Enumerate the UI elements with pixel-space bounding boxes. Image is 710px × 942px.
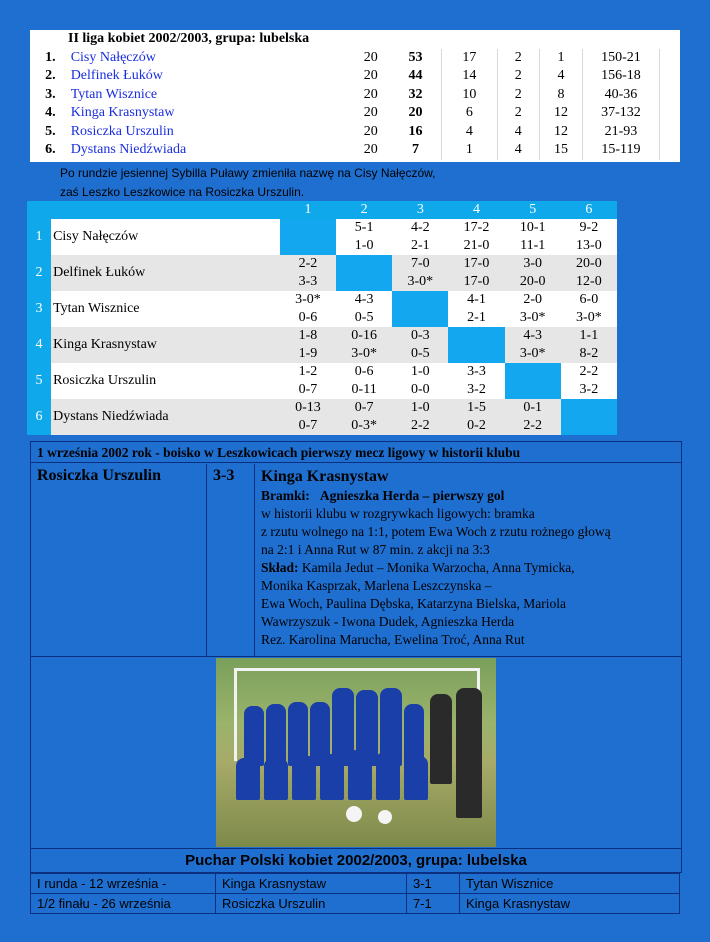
matrix-result — [505, 291, 561, 327]
goals-description — [261, 505, 681, 559]
matrix-diagonal — [448, 327, 504, 363]
match-home-team: Rosiczka Urszulin — [31, 464, 207, 656]
standings-row — [30, 123, 680, 142]
standings-spacer — [659, 123, 680, 142]
result-score: 0-13 — [295, 400, 321, 415]
squad-line-text: Monika Kasprzak, Marlena Leszczynska – — [261, 578, 492, 593]
matrix-row — [27, 399, 617, 435]
cup-title: Puchar Polski kobiet 2002/2003, grupa: lubelska — [31, 848, 681, 873]
result-score: 2-1 — [410, 238, 430, 253]
matrix-team-name: Dystans Niedźwiada — [51, 399, 280, 435]
photo-row — [31, 656, 681, 849]
standings-rank: 6. — [45, 142, 56, 158]
standings-points: 32 — [408, 86, 423, 102]
standings-row — [30, 67, 680, 86]
league-standings — [30, 30, 680, 162]
result-score: 0-5 — [354, 310, 374, 325]
squad-description — [261, 577, 681, 649]
matrix-team-name: Cisy Nałęczów — [51, 219, 280, 255]
matrix-result — [336, 291, 392, 327]
match-details — [255, 464, 681, 656]
squad-line-text: Rez. Karolina Marucha, Ewelina Troć, Anna Rut — [261, 632, 525, 647]
result-score: 5-1 — [354, 220, 374, 235]
result-score: 0-3 — [410, 328, 430, 343]
matrix-diagonal — [280, 219, 336, 255]
matrix-diagonal — [561, 399, 617, 435]
result-score: 1-0 — [410, 364, 430, 379]
standings-points: 53 — [408, 49, 423, 65]
goals-first-scorer: Agnieszka Herda – pierwszy gol — [319, 488, 505, 503]
cup-home-team: Rosiczka Urszulin — [216, 894, 407, 914]
standings-draws: 4 — [497, 141, 539, 160]
result-score: 3-2 — [579, 382, 599, 397]
result-score: 0-6 — [298, 310, 318, 325]
matrix-row-index: 5 — [27, 363, 51, 399]
squad-label: Skład: — [261, 560, 299, 575]
standings-row — [30, 49, 680, 68]
matrix-result — [280, 255, 336, 291]
matrix-result — [448, 219, 504, 255]
matrix-col-header: 3 — [392, 201, 448, 219]
matrix-result — [448, 255, 504, 291]
matrix-team-name: Tytan Wisznice — [51, 291, 280, 327]
matrix-col-header: 5 — [505, 201, 561, 219]
result-score: 3-0* — [519, 346, 546, 361]
matrix-result — [280, 291, 336, 327]
standings-draws: 2 — [497, 67, 539, 86]
note-line: Po rundzie jesiennej Sybilla Puławy zmieniła nazwę na Cisy Nałęczów, — [60, 166, 436, 180]
result-score: 9-2 — [579, 220, 599, 235]
squad-line-text: Ewa Woch, Paulina Dębska, Katarzyna Bielska, Mariola — [261, 596, 566, 611]
standings-wins: 4 — [441, 123, 497, 142]
matrix-row — [27, 291, 617, 327]
standings-spacer — [659, 86, 680, 105]
standings-draws: 2 — [497, 49, 539, 68]
result-score: 13-0 — [576, 238, 602, 253]
result-score: 17-0 — [463, 256, 490, 271]
standings-wins: 6 — [441, 104, 497, 123]
result-score: 0-1 — [523, 400, 543, 415]
standings-team: Dystans Niedźwiada — [70, 142, 187, 158]
result-score: 4-1 — [467, 292, 486, 307]
matrix-row-index: 4 — [27, 327, 51, 363]
result-score: 1-0 — [354, 238, 374, 253]
result-score: 0-7 — [298, 418, 318, 433]
result-score: 1-8 — [298, 328, 318, 343]
matrix-result — [448, 399, 504, 435]
result-score: 0-5 — [410, 346, 430, 361]
matrix-result — [392, 363, 448, 399]
goals-line-text: z rzutu wolnego na 1:1, potem Ewa Woch z rzutu rożnego głową — [261, 524, 611, 539]
cup-away-team: Tytan Wisznice — [460, 874, 680, 894]
standings-spacer — [659, 104, 680, 123]
matrix-diagonal — [505, 363, 561, 399]
cup-score: 7-1 — [407, 894, 460, 914]
matrix-result — [336, 219, 392, 255]
standings-row — [30, 141, 680, 160]
result-score: 6-0 — [579, 292, 599, 307]
matrix-row — [27, 255, 617, 291]
result-score: 3-0* — [407, 274, 434, 289]
standings-team: Kinga Krasnystaw — [70, 105, 175, 121]
standings-draws: 4 — [497, 123, 539, 142]
matrix-result — [336, 327, 392, 363]
match-header: 1 września 2002 rok - boisko w Leszkowicach pierwszy mecz ligowy w historii klubu — [31, 442, 681, 463]
standings-rank: 5. — [45, 123, 56, 139]
match-score: 3-3 — [207, 464, 255, 656]
matrix-row — [27, 363, 617, 399]
result-score: 3-2 — [467, 382, 486, 397]
result-score: 2-2 — [298, 256, 318, 271]
matrix-result — [505, 327, 561, 363]
matrix-col-header: 6 — [561, 201, 617, 219]
standings-title: II liga kobiet 2002/2003, grupa: lubelska — [68, 31, 310, 47]
cup-home-team: Kinga Krasnystaw — [216, 874, 407, 894]
matrix-result — [505, 255, 561, 291]
matrix-col-header: 1 — [280, 201, 336, 219]
squad-line-text: Wawrzyszuk - Iwona Dudek, Agnieszka Herda — [261, 614, 515, 629]
matrix-col-header: 2 — [336, 201, 392, 219]
matrix-result — [280, 363, 336, 399]
standings-played: 20 — [363, 49, 378, 65]
standings-losses: 12 — [539, 123, 583, 142]
standings-goals: 37-132 — [583, 104, 659, 123]
matrix-result — [280, 399, 336, 435]
result-score: 4-3 — [523, 328, 543, 343]
matrix-result — [392, 219, 448, 255]
result-score: 11-1 — [520, 238, 546, 253]
standings-wins: 10 — [441, 86, 497, 105]
matrix-result — [392, 327, 448, 363]
result-score: 17-2 — [463, 220, 490, 235]
result-score: 0-11 — [351, 382, 377, 397]
result-score: 3-3 — [298, 274, 318, 289]
matrix-result — [505, 399, 561, 435]
squad-line — [261, 559, 681, 577]
matrix-team-name: Rosiczka Urszulin — [51, 363, 280, 399]
matrix-result — [561, 291, 617, 327]
result-score: 2-0 — [523, 292, 543, 307]
standings-row — [30, 104, 680, 123]
matrix-corner — [27, 201, 280, 219]
matrix-result — [505, 219, 561, 255]
cup-row — [31, 894, 680, 914]
standings-points: 16 — [408, 123, 423, 139]
matrix-result — [280, 327, 336, 363]
matrix-row — [27, 327, 617, 363]
matrix-result — [336, 399, 392, 435]
standings-row — [30, 86, 680, 105]
goals-line-text: w historii klubu w rozgrywkach ligowych: bramka — [261, 506, 535, 521]
matrix-col-header: 4 — [448, 201, 504, 219]
result-score: 4-3 — [354, 292, 374, 307]
goals-label: Bramki: — [261, 488, 310, 503]
standings-rank: 4. — [45, 105, 56, 121]
standings-losses: 12 — [539, 104, 583, 123]
standings-points: 20 — [408, 105, 423, 121]
matrix-result — [561, 255, 617, 291]
standings-played: 20 — [363, 86, 378, 102]
team-photo — [216, 658, 496, 847]
matrix-row — [27, 219, 617, 255]
standings-draws: 2 — [497, 86, 539, 105]
matrix-result — [448, 291, 504, 327]
result-score: 0-0 — [410, 382, 430, 397]
matrix-row-index: 3 — [27, 291, 51, 327]
goals-line — [261, 487, 681, 505]
standings-goals: 15-119 — [583, 141, 659, 160]
matrix-header-row — [27, 201, 617, 219]
standings-points: 7 — [412, 142, 419, 158]
standings-rank: 3. — [45, 86, 56, 102]
matrix-diagonal — [336, 255, 392, 291]
standings-spacer — [659, 67, 680, 86]
result-score: 0-3* — [351, 418, 377, 433]
result-score: 0-7 — [354, 400, 374, 415]
results-matrix — [27, 201, 617, 435]
standings-played: 20 — [363, 123, 378, 139]
result-score: 2-1 — [467, 310, 486, 325]
standings-goals: 150-21 — [583, 49, 659, 68]
result-score: 3-0* — [576, 310, 602, 325]
standings-played: 20 — [363, 68, 378, 84]
result-score: 0-16 — [351, 328, 377, 343]
standings-spacer — [659, 49, 680, 68]
standings-draws: 2 — [497, 104, 539, 123]
cup-away-team: Kinga Krasnystaw — [460, 894, 680, 914]
result-score: 2-2 — [523, 418, 543, 433]
standings-wins: 1 — [441, 141, 497, 160]
result-score: 0-6 — [354, 364, 374, 379]
matrix-diagonal — [392, 291, 448, 327]
standings-team: Cisy Nałęczów — [70, 49, 156, 65]
standings-losses: 4 — [539, 67, 583, 86]
result-score: 0-7 — [298, 382, 318, 397]
squad-first: Kamila Jedut – Monika Warzocha, Anna Tymicka, — [301, 560, 575, 575]
result-score: 0-2 — [467, 418, 486, 433]
matrix-row-index: 6 — [27, 399, 51, 435]
matrix-result — [448, 363, 504, 399]
matrix-row-index: 2 — [27, 255, 51, 291]
standings-rank: 1. — [45, 49, 56, 65]
result-score: 2-2 — [579, 364, 599, 379]
result-score: 2-2 — [410, 418, 430, 433]
matrix-team-name: Delfinek Łuków — [51, 255, 280, 291]
result-score: 20-0 — [576, 256, 602, 271]
standings-spacer — [659, 141, 680, 160]
result-score: 20-0 — [519, 274, 546, 289]
standings-wins: 14 — [441, 67, 497, 86]
goals-line-text: na 2:1 i Anna Rut w 87 min. z akcji na 3:3 — [261, 542, 490, 557]
result-score: 7-0 — [410, 256, 430, 271]
matrix-result — [561, 219, 617, 255]
result-score: 3-0 — [523, 256, 543, 271]
standings-losses: 8 — [539, 86, 583, 105]
cup-results-table — [30, 873, 680, 914]
cup-round: I runda - 12 września - — [31, 874, 216, 894]
standings-wins: 17 — [441, 49, 497, 68]
matrix-result — [336, 363, 392, 399]
standings-goals: 156-18 — [583, 67, 659, 86]
cup-score: 3-1 — [407, 874, 460, 894]
matrix-result — [561, 327, 617, 363]
standings-losses: 15 — [539, 141, 583, 160]
standings-team: Delfinek Łuków — [70, 68, 163, 84]
result-score: 1-5 — [467, 400, 486, 415]
standings-team: Tytan Wisznice — [70, 86, 158, 102]
first-match-box — [30, 441, 682, 873]
matrix-team-name: Kinga Krasnystaw — [51, 327, 280, 363]
standings-team: Rosiczka Urszulin — [70, 123, 174, 139]
cup-round: 1/2 finału - 26 września — [31, 894, 216, 914]
result-score: 3-3 — [467, 364, 486, 379]
result-score: 12-0 — [576, 274, 602, 289]
result-score: 8-2 — [579, 346, 599, 361]
matrix-result — [392, 255, 448, 291]
standings-rank: 2. — [45, 68, 56, 84]
matrix-result — [561, 363, 617, 399]
standings-played: 20 — [363, 142, 378, 158]
name-change-note — [60, 164, 436, 202]
standings-losses: 1 — [539, 49, 583, 68]
standings-played: 20 — [363, 105, 378, 121]
result-score: 1-2 — [298, 364, 318, 379]
result-score: 21-0 — [463, 238, 490, 253]
standings-goals: 40-36 — [583, 86, 659, 105]
standings-points: 44 — [408, 68, 423, 84]
result-score: 10-1 — [519, 220, 546, 235]
standings-goals: 21-93 — [583, 123, 659, 142]
result-score: 1-1 — [579, 328, 599, 343]
result-score: 3-0* — [295, 292, 321, 307]
result-score: 1-9 — [298, 346, 318, 361]
match-away-team: Kinga Krasnystaw — [261, 468, 389, 485]
matrix-row-index: 1 — [27, 219, 51, 255]
result-score: 4-2 — [410, 220, 430, 235]
cup-row — [31, 874, 680, 894]
result-score: 3-0* — [351, 346, 377, 361]
result-score: 1-0 — [410, 400, 430, 415]
note-line: zaś Leszko Leszkowice na Rosiczka Urszulin. — [60, 185, 305, 199]
result-score: 3-0* — [519, 310, 546, 325]
result-score: 17-0 — [463, 274, 490, 289]
standings-table — [30, 30, 680, 160]
matrix-result — [392, 399, 448, 435]
